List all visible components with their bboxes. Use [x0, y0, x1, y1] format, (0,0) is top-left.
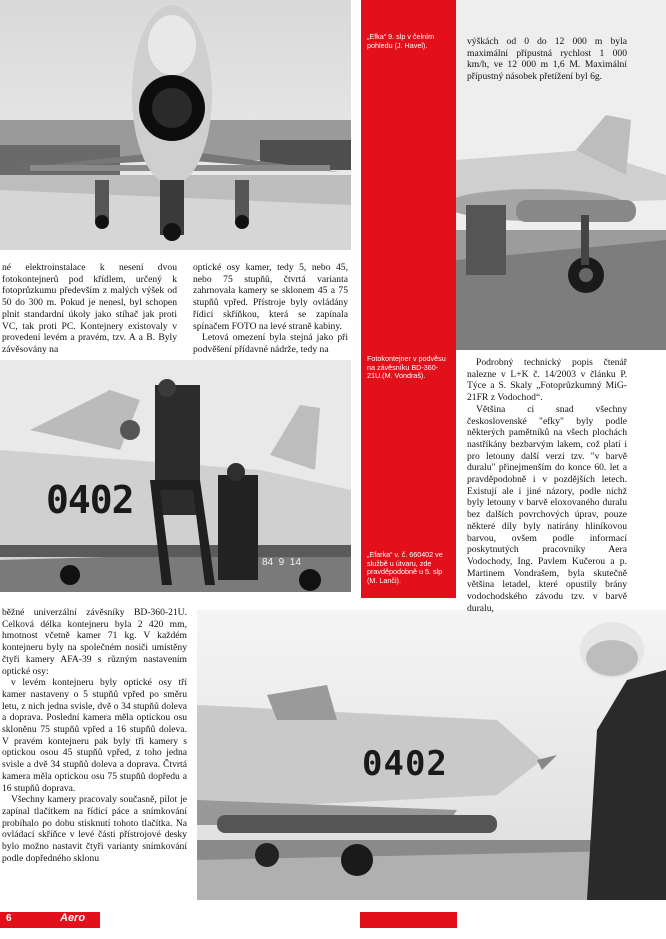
date-stamp: 84 9 14 — [262, 557, 301, 568]
magazine-logo: Aero — [60, 912, 86, 924]
paragraph: Všechny kamery pracovaly současně, pilot je zapínal tlačítkem na řídicí páce a snímkování probíhalo po dobu stisknutí tohoto tlačítka. Na ovládací skříňce v levé části přístrojové desky bylo možno nastavit čtyři varianty snímkování podle dopředného sklonu — [2, 794, 187, 864]
paragraph: Většina ci snad všechny československé "efky" byly podle některých pamětníků na všech plochách nastříkány bezbarvým lakem, což platí i pro letouny další verzí tzv. "v barvě duralu" přinejmenším do konce 60. let a pravděpodobně i v pozdějších letech. Existují ale i jiné názory, podle nichž byly letouny v barvě eloxovaného duralu bez dalších povrchových úprav, pouze některé díly byly natírány hliníkovou barvou, ovšem podle informací poskytnutých pracovníky Aera Vodochody, Ing. Pavlem Kučerou a p. Martinem Vondrašem, byla skutečně většina letadel, které opustily brány vodochodského závodu tzv. v barvě duralu, — [467, 403, 627, 614]
text-col-right-mid — [467, 357, 627, 614]
caption-photo-container: Fotokontejner v podvěsu na závěsníku BD-360-21U.(M. Vondraš). — [363, 352, 455, 384]
text-col-left-bottom — [2, 607, 187, 864]
paragraph: optické osy kamer, tedy 5, nebo 45, nebo 75 stupňů, čtvrtá varianta zahrnovala kamery se sklonem 45 a 75 stupňů vpřed. Přístroje byly ovládány řídicí skříňkou, která se zapínala spínačem FOTO na levé straně kabiny. — [193, 262, 348, 332]
paragraph: výškách od 0 do 12 000 m byla maximální přípustná rychlost 1 000 km/h, ve 12 000 m 1,6 M. Maximální přípustný násobek přetížení byl 6g. — [467, 36, 627, 83]
text-col-mid-top — [193, 262, 348, 356]
page-number: 6 — [6, 913, 12, 924]
photo-mig21-0402-side — [197, 610, 666, 900]
paragraph: Letová omezení byla stejná jako při podvěšení přídavné nádrže, tedy na — [193, 332, 348, 355]
caption-photo-0402: „Efarka“ v. č. 660402 ve službě u útvaru, zde pravděpodobně u 5. slp (M. Lanči). — [363, 548, 455, 588]
photo-mig21-front-view — [0, 0, 351, 250]
nose-number-text: 0402 — [362, 744, 448, 784]
text-col-left-top — [2, 262, 177, 356]
caption-photo-front: „Efka“ 9. slp v čelním pohledu (J. Havel). — [363, 30, 455, 53]
paragraph: Podrobný technický popis čtenář nalezne v L+K č. 14/2003 v článku P. Týce a S. Skaly „Fotoprůzkumný MiG-21FR z Vodochod“. — [467, 357, 627, 404]
paragraph: v levém kontejneru byly optické osy tří kamer nastaveny o 5 stupňů vpřed po směru letu, z nich jedna svisle, dvě o 34 stupňů doleva a doprava. Poslední kamera měla optickou osu skloněnu 75 stupňů vpřed a 16 stupňů doleva. V pravém kontejneru pak byly tři kamery s optickou osou 45 stupňů vpřed, z toho jedna svisle a dvě 34 stupňů doleva a doprava. Čtvrtá kamera měla optickou osu 75 stupňů dopředu a 16 stupňů doprava. — [2, 677, 187, 794]
photo-ground-crew-0402 — [0, 360, 351, 592]
tail-number-text: 0402 — [46, 478, 134, 522]
paragraph: běžné univerzální závěsníky BD-360-21U. Celková délka kontejneru byla 2 420 mm, hmotnost včetně kamer 71 kg. V každém kontejneru byly na společném nosiči umístěny čtyři kamery AFA-39 s různým nastavením optické osy: — [2, 607, 187, 677]
footer-bar-right — [360, 912, 457, 928]
caption-column — [361, 0, 456, 598]
text-col-right-top — [467, 36, 627, 83]
paragraph: né elektroinstalace k nesení dvou fotokontejnerů pod křídlem, určený k fotoprůzkumu především z malých výšek od 50 do 300 m. Pokud je nenesl, byl schopen plnit standardní úkoly jako stíhač jak proti VC, tak proti PC. Kontejnery existovaly v provedení levém a pravém, tzv. A a B. Byly závěsovány na — [2, 262, 177, 355]
